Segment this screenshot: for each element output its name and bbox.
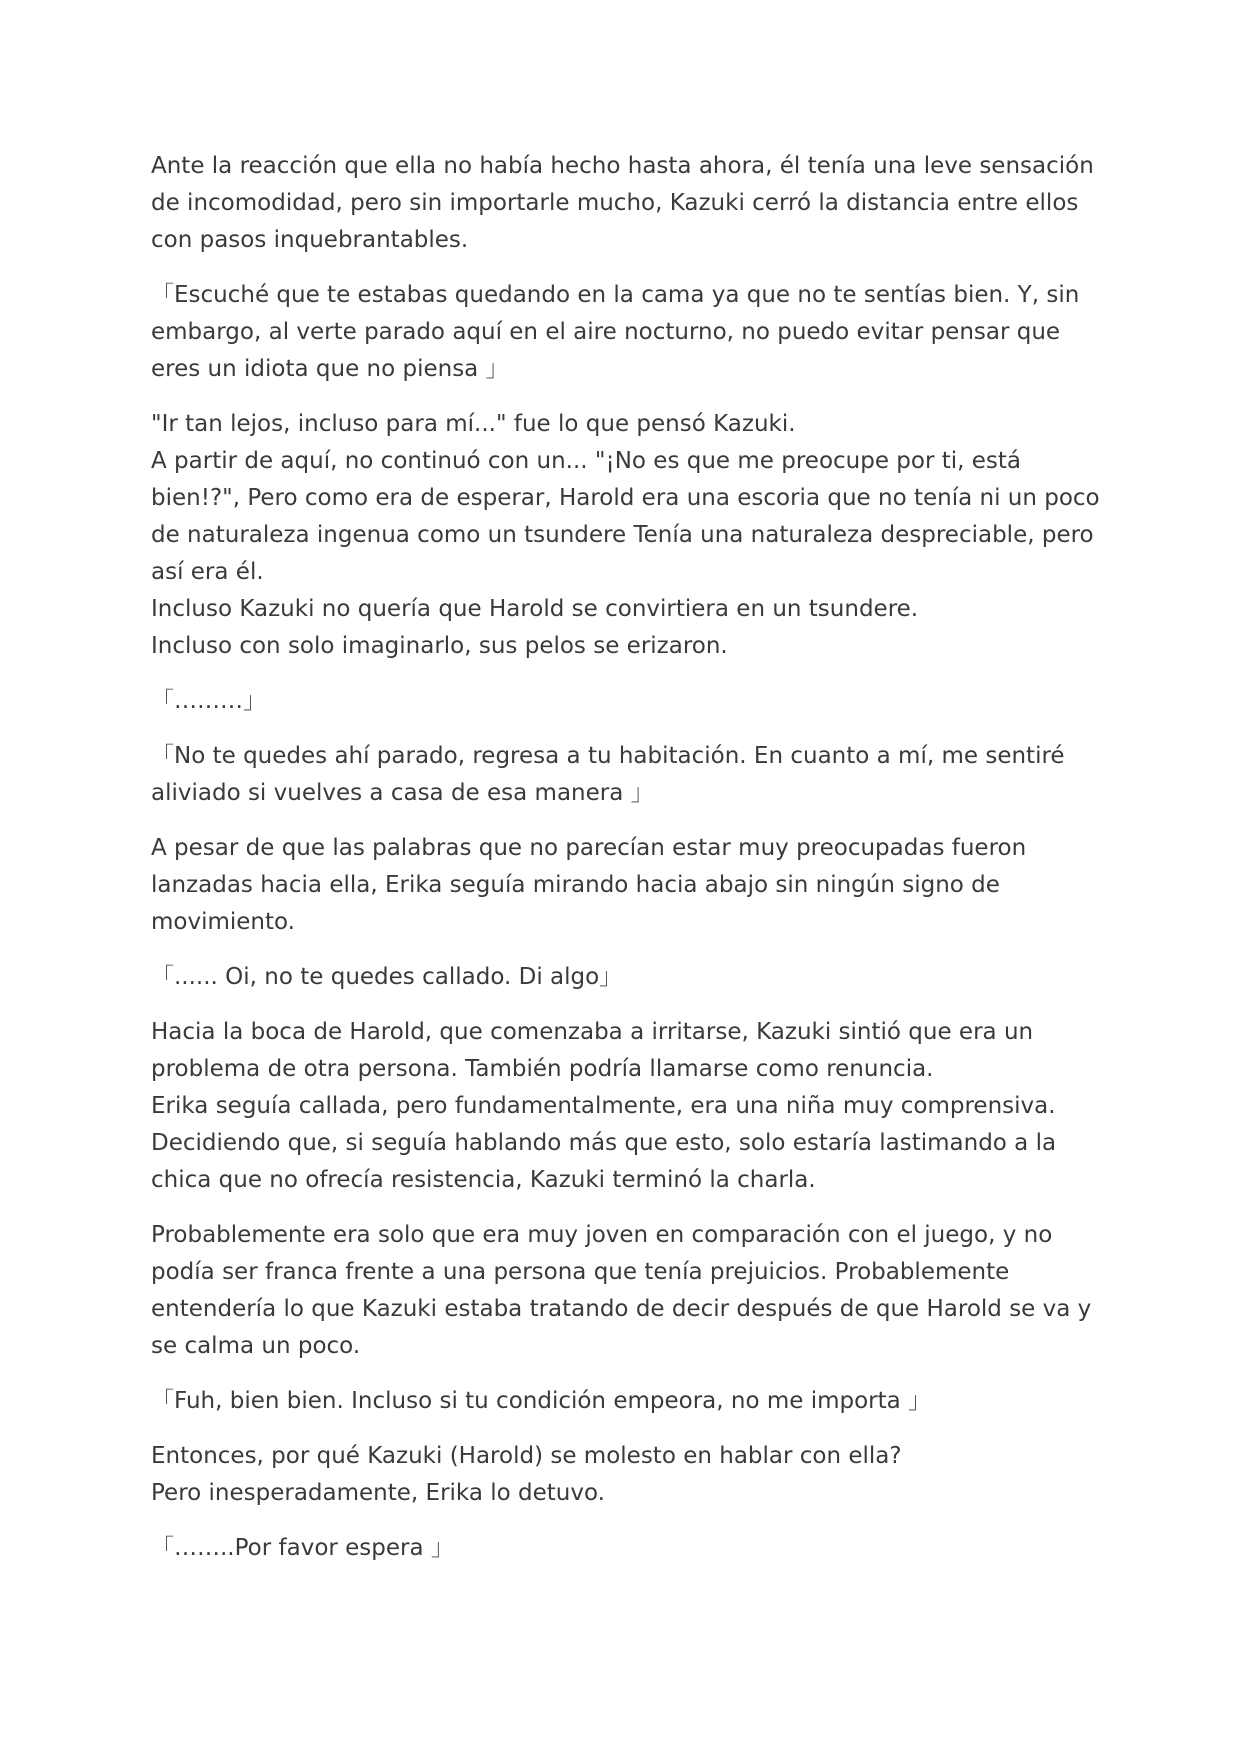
text-line: eres un idiota que no piensa 」 — [151, 356, 509, 382]
text-line: de naturaleza ingenua como un tsundere Tenía una naturaleza despreciable, pero — [151, 522, 1094, 548]
text-line: problema de otra persona. También podría llamarse como renuncia. — [151, 1056, 934, 1082]
text-line: 「Escuché que te estabas quedando en la cama ya que no te sentías bien. Y, sin — [151, 282, 1080, 308]
text-line: 「Fuh, bien bien. Incluso si tu condición empeora, no me importa 」 — [151, 1388, 932, 1414]
paragraph-1 — [151, 148, 1101, 259]
text-line: entendería lo que Kazuki estaba tratando de decir después de que Harold se va y — [151, 1296, 1092, 1322]
text-line: Probablemente era solo que era muy joven en comparación con el juego, y no — [151, 1222, 1053, 1248]
document-page — [151, 148, 1101, 1585]
text-line: embargo, al verte parado aquí en el aire nocturno, no puedo evitar pensar que — [151, 319, 1061, 345]
text-line: Erika seguía callada, pero fundamentalmente, era una niña muy comprensiva. — [151, 1093, 1056, 1119]
text-line: se calma un poco. — [151, 1333, 361, 1359]
dialogue-5 — [151, 1383, 1101, 1420]
text-line: con pasos inquebrantables. — [151, 227, 469, 253]
text-line: A partir de aquí, no continuó con un... "¡No es que me preocupe por ti, está — [151, 448, 1022, 474]
paragraph-4 — [151, 1014, 1101, 1199]
dialogue-6 — [151, 1530, 1101, 1567]
dialogue-2 — [151, 683, 1101, 720]
paragraph-5 — [151, 1217, 1101, 1365]
text-line: Pero inesperadamente, Erika lo detuvo. — [151, 1480, 605, 1506]
text-line: 「...... Oi, no te quedes callado. Di algo」 — [151, 964, 623, 990]
paragraph-6 — [151, 1438, 1101, 1512]
dialogue-1 — [151, 277, 1101, 388]
dialogue-4 — [151, 959, 1101, 996]
paragraph-3 — [151, 830, 1101, 941]
text-line: 「………」 — [151, 688, 266, 714]
text-line: podía ser franca frente a una persona que tenía prejuicios. Probablemente — [151, 1259, 1010, 1285]
text-line: Entonces, por qué Kazuki (Harold) se molesto en hablar con ella? — [151, 1443, 902, 1469]
paragraph-2 — [151, 406, 1101, 665]
text-line: Ante la reacción que ella no había hecho hasta ahora, él tenía una leve sensación — [151, 153, 1094, 179]
dialogue-3 — [151, 738, 1101, 812]
text-line: bien!?", Pero como era de esperar, Harold era una escoria que no tenía ni un poco — [151, 485, 1100, 511]
text-line: aliviado si vuelves a casa de esa manera 」 — [151, 780, 654, 806]
text-line: A pesar de que las palabras que no parecían estar muy preocupadas fueron — [151, 835, 1027, 861]
text-line: chica que no ofrecía resistencia, Kazuki terminó la charla. — [151, 1167, 816, 1193]
text-line: Incluso Kazuki no quería que Harold se convirtiera en un tsundere. — [151, 596, 919, 622]
text-line: 「No te quedes ahí parado, regresa a tu habitación. En cuanto a mí, me sentiré — [151, 743, 1065, 769]
text-line: Decidiendo que, si seguía hablando más que esto, solo estaría lastimando a la — [151, 1130, 1057, 1156]
text-line: lanzadas hacia ella, Erika seguía mirando hacia abajo sin ningún signo de — [151, 872, 1000, 898]
text-line: "Ir tan lejos, incluso para mí..." fue lo que pensó Kazuki. — [151, 411, 796, 437]
text-line: 「……..Por favor espera 」 — [151, 1535, 454, 1561]
text-line: Hacia la boca de Harold, que comenzaba a irritarse, Kazuki sintió que era un — [151, 1019, 1034, 1045]
text-line: de incomodidad, pero sin importarle mucho, Kazuki cerró la distancia entre ellos — [151, 190, 1079, 216]
text-line: movimiento. — [151, 909, 295, 935]
text-line: Incluso con solo imaginarlo, sus pelos se erizaron. — [151, 633, 728, 659]
text-line: así era él. — [151, 559, 264, 585]
